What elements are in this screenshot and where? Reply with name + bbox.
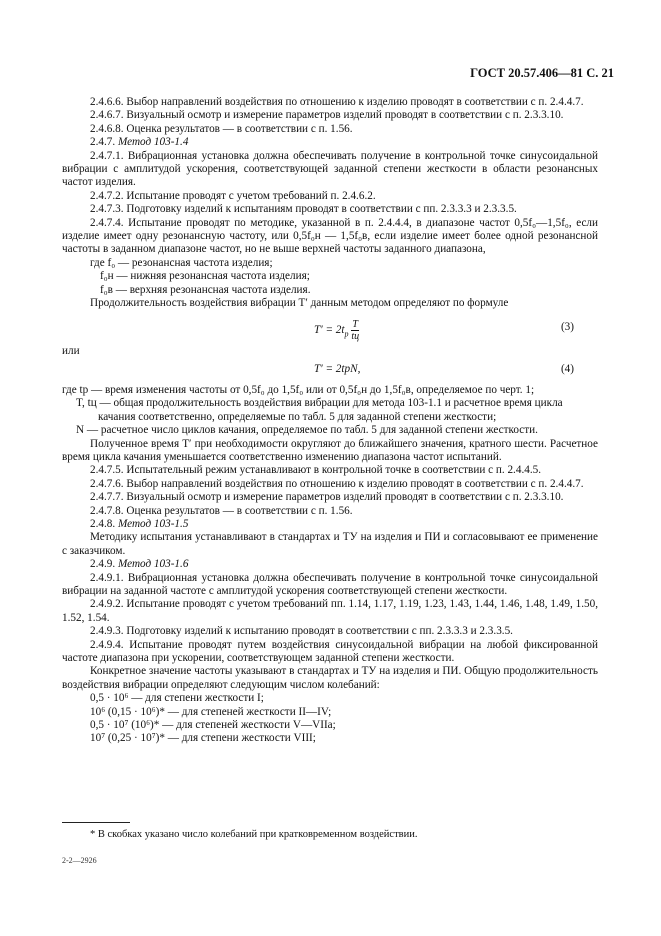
list-item: 0,5 · 10⁷ (10⁶)* — для степеней жесткости V—VIIa; bbox=[90, 719, 336, 732]
list-item: 10⁷ (0,25 · 10⁷)* — для степени жесткости VIII; bbox=[90, 732, 316, 745]
paragraph: Методику испытания устанавливают в стандартах и ТУ на изделия и ПИ и согласовывают ее применение с заказчиком. bbox=[62, 531, 598, 557]
formula-4-number: (4) bbox=[560, 362, 574, 375]
section-number: 2.4.8. bbox=[90, 517, 116, 530]
paragraph: Конкретное значение частоты указывают в стандартах и ТУ на изделия и ПИ. Общую продолжительность воздействия вибрации определяют следующим числом колебаний: bbox=[62, 665, 598, 691]
definition-line: N — расчетное число циклов качания, определяемое по табл. 5 для заданной степени жесткости. bbox=[76, 424, 538, 437]
paragraph: 2.4.6.8. Оценка результатов — в соответствии с п. 1.56. bbox=[90, 122, 353, 135]
paragraph: 2.4.9.2. Испытание проводят с учетом требований пп. 1.14, 1.17, 1.19, 1.23, 1.43, 1.44, 1.46, 1.48, 1.49, 1.50, 1.52, 1.54. bbox=[62, 598, 598, 624]
paragraph: 2.4.7.7. Визуальный осмотр и измерение параметров изделий проводят в соответствии с п. 2.3.3.10. bbox=[90, 491, 564, 504]
method-title: Метод 103-1.4 bbox=[117, 136, 189, 149]
list-item: 0,5 · 10⁶ — для степени жесткости I; bbox=[90, 692, 264, 705]
paragraph: 2.4.7.8. Оценка результатов — в соответствии с п. 1.56. bbox=[90, 504, 353, 517]
definition-line: f₀н — нижняя резонансная частота изделия; bbox=[100, 270, 310, 283]
section-number: 2.4.7. bbox=[90, 136, 116, 149]
definition-line: f₀в — верхняя резонансная частота изделия. bbox=[100, 283, 311, 296]
paragraph: 2.4.9.3. Подготовку изделий к испытанию проводят в соответствии с пп. 2.3.3.3 и 2.3.3.5. bbox=[90, 625, 513, 638]
paragraph: Полученное время T′ при необходимости округляют до ближайшего значения, кратного шести. Расчетное время цикла качания уменьшается соответственно изменению диапазона частот испытаний. bbox=[62, 437, 598, 463]
document-body bbox=[62, 96, 598, 746]
section-number: 2.4.9. bbox=[90, 558, 116, 571]
page-header: ГОСТ 20.57.406—81 С. 21 bbox=[470, 66, 614, 80]
definition-line: где tр — время изменения частоты от 0,5f₀ до 1,5f₀ или от 0,5f₀н до 1,5f₀в, определяемое по черт. 1; bbox=[62, 383, 535, 396]
formula-4 bbox=[62, 360, 598, 382]
paragraph: 2.4.7.4. Испытание проводят по методике, указанной в п. 2.4.4.4, в диапазоне частот 0,5f₀—1,5f₀, если изделие имеет одну резонансную частоту, или 0,5f₀н — 1,5f₀в, если изделие имеет более одной резонансной частоты в заданном диапазоне частот, но не выше верхней частоты заданного диапазона, bbox=[62, 216, 598, 256]
paragraph: 2.4.9.4. Испытание проводят путем воздействия синусоидальной вибрации на любой фиксированной частоте диапазона при ускорении, соответствующем заданной степени жесткости. bbox=[62, 638, 598, 665]
paragraph: 2.4.7.1. Вибрационная установка должна обеспечивать получение в контрольной точке синусоидальной вибрации с амплитудой ускорения, соответствующей заданной степени жесткости в области резонансных частот изделия. bbox=[62, 149, 598, 189]
list-item: 10⁶ (0,15 · 10⁶)* — для степеней жесткости II—IV; bbox=[90, 705, 332, 718]
paragraph: 2.4.6.6. Выбор направлений воздействия по отношению к изделию проводят в соответствии с п. 2.4.4.7. bbox=[90, 96, 584, 108]
paragraph: 2.4.9.1. Вибрационная установка должна обеспечивать получение в контрольной точке синусоидальной вибрации на заданной частоте с амплитудой ускорения соответствующей степени жесткости. bbox=[62, 571, 598, 597]
method-title: Метод 103-1.5 bbox=[117, 517, 189, 530]
formula-3-expression: $T' = 2t_р$ $\frac{T}{tц}$ bbox=[314, 318, 360, 342]
paragraph: 2.4.7.5. Испытательный режим устанавливают в контрольной точке в соответствии с п. 2.4.4.5. bbox=[90, 464, 542, 477]
paragraph: 2.4.6.7. Визуальный осмотр и измерение параметров изделий проводят в соответствии с п. 2.3.3.10. bbox=[90, 109, 564, 122]
paragraph: Продолжительность воздействия вибрации T′ данным методом определяют по формуле bbox=[90, 297, 509, 310]
section-heading bbox=[62, 136, 598, 149]
paragraph: 2.4.7.3. Подготовку изделий к испытаниям проводят в соответствии с пп. 2.3.3.3 и 2.3.3.5. bbox=[90, 203, 517, 216]
footnote-separator bbox=[62, 822, 130, 823]
paragraph: 2.4.7.2. Испытание проводят с учетом требований п. 2.4.6.2. bbox=[90, 189, 376, 202]
footnote: * В скобках указано число колебаний при кратковременном воздействии. bbox=[90, 829, 418, 840]
paragraph: 2.4.7.6. Выбор направлений воздействия по отношению к изделию проводят в соответствии с п. 2.4.4.7. bbox=[90, 477, 584, 490]
method-title: Метод 103-1.6 bbox=[117, 558, 189, 571]
formula-4-expression: T′ = 2tрN, bbox=[314, 362, 361, 375]
section-heading bbox=[62, 558, 598, 571]
section-heading bbox=[62, 518, 598, 531]
definition-line: где f₀ — резонансная частота изделия; bbox=[90, 256, 273, 269]
page-code: 2-2—2926 bbox=[62, 856, 97, 865]
or-text: или bbox=[62, 344, 80, 357]
formula-3 bbox=[62, 313, 598, 343]
definition-line: T, tц — общая продолжительность воздействия вибрации для метода 103-1.1 и расчетное время цикла качания соответственно, определяемые по табл. 5 для заданной степени жесткости; bbox=[76, 397, 563, 423]
formula-3-number: (3) bbox=[560, 320, 574, 333]
formula-3-fraction: $\frac{T}{tц}$ bbox=[351, 318, 360, 342]
